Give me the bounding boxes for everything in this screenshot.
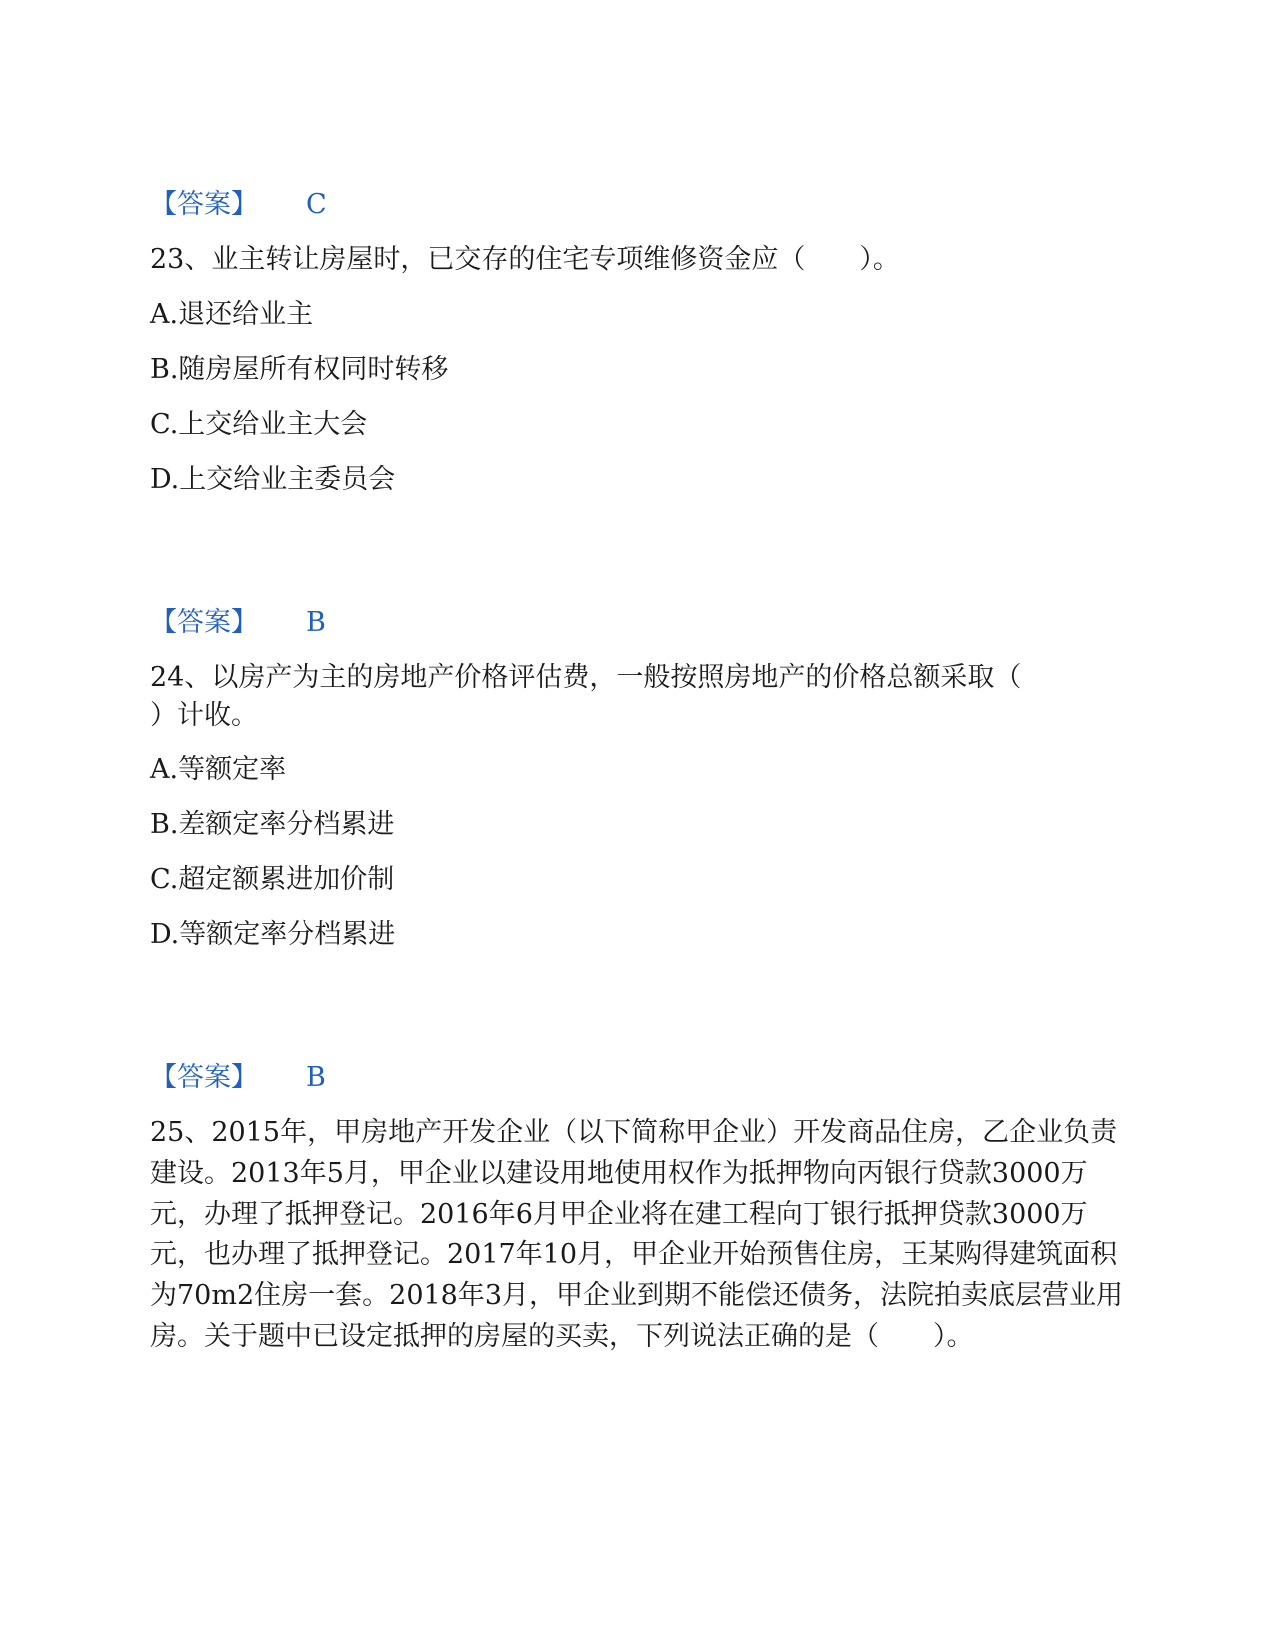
option-c: C.超定额累进加价制 [150,864,395,895]
answer-line [150,188,327,222]
question-stem: 23、业主转让房屋时，已交存的住宅专项维修资金应（ ）。 [150,244,900,275]
answer-value: B [306,1062,326,1093]
answer-label: 【答案】 [150,189,258,220]
option-a: A.等额定率 [150,754,287,785]
question-stem: 24、以房产为主的房地产价格评估费，一般按照房地产的价格总额采取（ [150,662,1022,693]
option-d: D.等额定率分档累进 [150,919,396,950]
answer-value: B [306,607,326,638]
answer-label: 【答案】 [150,1062,258,1093]
answer-label: 【答案】 [150,607,258,638]
question-stem: 25、2015年，甲房地产开发企业（以下简称甲企业）开发商品住房，乙企业负责建设。2013年5月，甲企业以建设用地使用权作为抵押物向丙银行贷款3000万元，办理了抵押登记。2016年6月甲企业将在建工程向丁银行抵押贷款3000万元，也办理了抵押登记。2017年10月，甲企业开始预售住房，王某购得建筑面积为70m2住房一套。2018年3月，甲企业到期不能偿还债务，法院拍卖底层营业用房。关于题中已设定抵押的房屋的买卖，下列说法正确的是（ ）。 [150,1117,1124,1352]
answer-line [150,1061,326,1095]
option-b: B.差额定率分档累进 [150,809,395,840]
answer-value: C [306,189,327,220]
question-stem-continued: ）计收。 [150,700,258,731]
option-c: C.上交给业主大会 [150,409,368,440]
answer-line [150,606,326,640]
option-b: B.随房屋所有权同时转移 [150,354,449,385]
option-d: D.上交给业主委员会 [150,464,396,495]
option-a: A.退还给业主 [150,299,314,330]
